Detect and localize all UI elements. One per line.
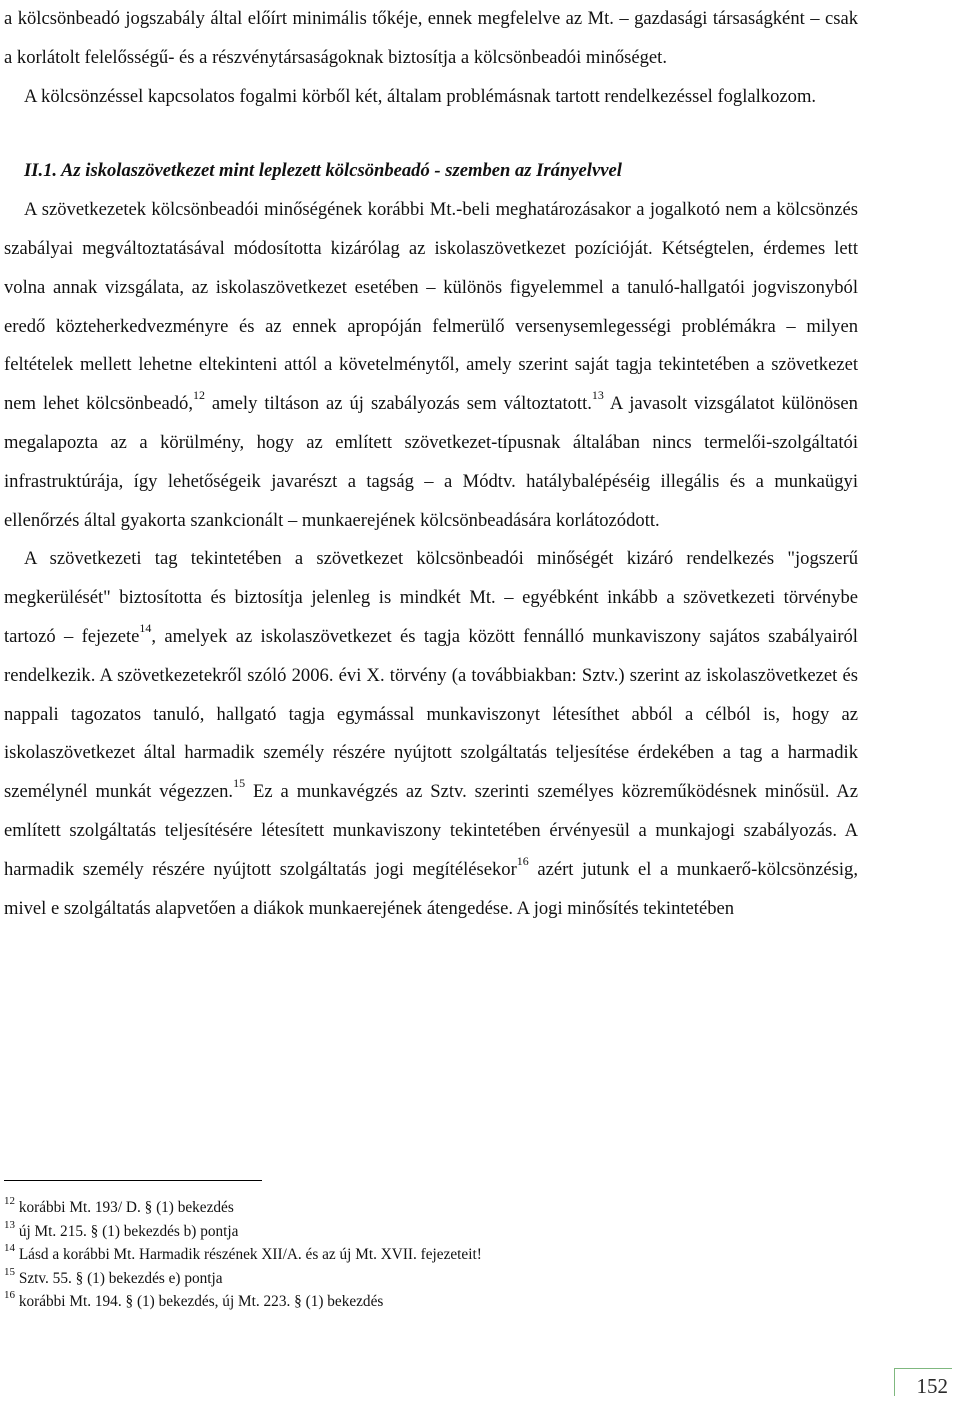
paragraph-4 [4,540,858,928]
paragraph-3-part-b: amely tiltáson az új szabályozás sem változtatott. [204,393,592,415]
main-text [4,0,858,928]
paragraph-3-part-c: A javasolt vizsgálatot különösen megalapozta az a körülmény, hogy az említett szövetkezet-típusnak általában nincs termelői-szolgáltatói infrastruktúrája, így lehetőségeik javarészt a tagság – a Módtv. hatálybalépéséig illegális és a munkaügyi ellenőrzés által gyakorta szankcionált – munkaerejének kölcsönbeadására korlátozódott. [4,393,858,531]
footnote-number: 12 [4,1194,15,1207]
footnote-number: 15 [4,1265,15,1278]
footnote-16 [4,1290,864,1314]
footnote-number: 14 [4,1242,15,1255]
section-heading: II.1. Az iskolaszövetkezet mint leplezett kölcsönbeadó - szemben az Irányelvvel [24,160,622,182]
footnote-13 [4,1220,864,1244]
page-number: 152 [894,1368,952,1396]
footnotes [4,1196,864,1314]
paragraph-3 [4,191,858,540]
paragraph-4-part-c: Ez a munkavégzés az Sztv. szerinti személyes közreműködésnek minősül. Az említett szolgáltatás teljesítésére létesített munkaviszony tekintetében érvényesül a munkajogi szabályozás. A harmadik személy részére nyújtott szolgáltatás jogi megítélésekor [4,781,858,880]
footnote-ref-13[interactable]: 13 [591,387,604,402]
paragraph-1: a kölcsönbeadó jogszabály által előírt minimális tőkéje, ennek megfelelve az Mt. – gazdasági társaságként – csak a korlátolt felelősségű- és a részvénytársaságoknak biztosítja a kölcsönbeadói minőséget. [4,8,858,68]
footnote-text: korábbi Mt. 194. § (1) bekezdés, új Mt. 223. § (1) bekezdés [15,1293,384,1311]
footnote-ref-14[interactable]: 14 [139,620,152,635]
footnote-text: korábbi Mt. 193/ D. § (1) bekezdés [15,1199,234,1216]
paragraph-4-part-b: , amelyek az iskolaszövetkezet és tagja között fennálló munkaviszony sajátos szabályairól rendelkezik. A szövetkezetekről szóló 2006. évi X. törvény (a továbbiakban: Sztv.) szerint az iskolaszövetkezet és nappali tagozatos tanuló, hallgató tagja egymással munkaviszonyt létesíthet abból a célból is, hogy az iskolaszövetkezet által harmadik személy részére nyújtott szolgáltatás teljesítése érdekében a tag a harmadik személynél munkát végezzen. [4,625,858,803]
footnote-separator [4,1180,262,1181]
footnote-14 [4,1243,864,1267]
footnote-ref-16[interactable]: 16 [516,853,529,868]
footnote-15 [4,1267,864,1291]
footnote-text: Lásd a korábbi Mt. Harmadik részének XII/A. és az új Mt. XVII. fejezeteit! [15,1246,482,1264]
section-gap [4,116,858,152]
footnote-text: Sztv. 55. § (1) bekezdés e) pontja [15,1269,223,1287]
footnote-ref-12[interactable]: 12 [192,387,205,402]
footnote-number: 13 [4,1218,15,1231]
footnote-text: új Mt. 215. § (1) bekezdés b) pontja [15,1222,239,1240]
paragraph-3-part-a: A szövetkezetek kölcsönbeadói minőségének korábbi Mt.-beli meghatározásakor a jogalkotó nem a kölcsönzés szabályai megváltoztatásával módosította kizárólag az iskolaszövetkezet pozícióját. Kétségtelen, érdemes lett volna annak vizsgálata, az iskolaszövetkezet esetében – különös figyelemmel a tanuló-hallgatói jogviszonyból eredő közteherkedvezményre és az ennek apropóján felmerülő versenysemlegességi problémákra – milyen feltételek mellett lehetne eltekinteni attól a követelménytől, amely szerint saját tagja tekintetében a szövetkezet nem lehet kölcsönbeadó, [4,199,858,415]
footnote-number: 16 [4,1289,15,1302]
paragraph-2: A kölcsönzéssel kapcsolatos fogalmi körből két, általam problémásnak tartott rendelkezéssel foglalkozom. [24,85,817,107]
paragraph-4-part-d: azért jutunk el a munkaerő-kölcsönzésig, mivel e szolgáltatás alapvetően a diákok munkaerejének átengedése. A jogi minősítés tekintetében [4,858,858,919]
footnote-ref-15[interactable]: 15 [233,775,246,790]
footnote-12 [4,1196,864,1220]
paragraph-4-part-a: A szövetkezeti tag tekintetében a szövetkezet kölcsönbeadói minőségét kizáró rendelkezés "jogszerű megkerülését" biztosította és biztosítja jelenleg is mindkét Mt. – egyébként inkább a szövetkezeti törvénybe tartozó – fejezete [4,548,858,647]
